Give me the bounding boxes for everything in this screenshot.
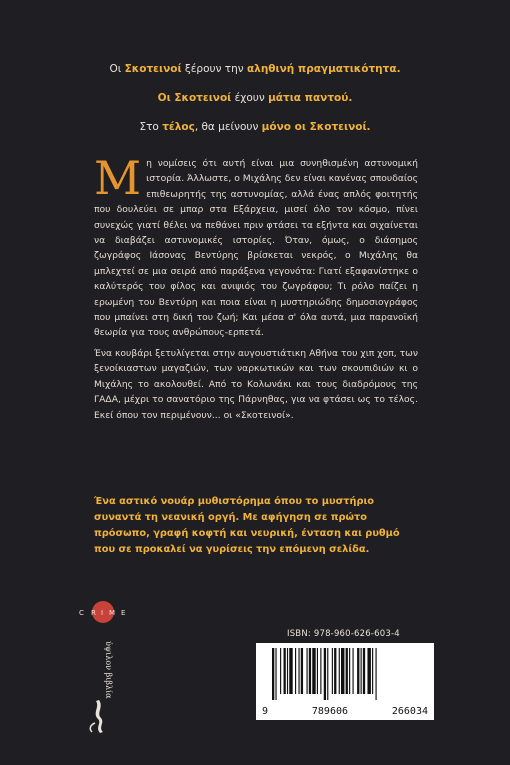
barcode-bar bbox=[367, 648, 370, 694]
barcode-bar bbox=[309, 648, 311, 694]
crime-letter: R bbox=[91, 609, 96, 617]
isbn-label: ISBN: 978-960-626-603-4 bbox=[287, 629, 400, 639]
synopsis-paragraph-2: Ένα κουβάρι ξετυλίγεται στην αυγουστιάτικη Αθήνα του χιπ χοπ, των ξενοίκιαστων μαγαζιών, των ναρκωτικών και των σκουπιδιών κι ο Μιχάλης το ακολουθεί. Από το Κολωνάκι και τους διαδρόμους της ΓΑΔΑ, μέχρι το σανατόριο της Πάρνηθας, για να φτάσει ως το τέλος. Εκεί όπου τον περιμένουν... οι «Σκοτεινοί». bbox=[94, 347, 418, 421]
barcode-bar bbox=[357, 648, 359, 694]
barcode-bar bbox=[372, 648, 373, 694]
barcode-bar bbox=[332, 648, 333, 694]
crime-letter: C bbox=[79, 609, 84, 617]
barcode-bar bbox=[298, 648, 299, 694]
barcode-bar bbox=[339, 648, 340, 694]
barcode-bar bbox=[307, 648, 308, 694]
barcode-bar bbox=[317, 648, 318, 694]
barcode-bar bbox=[334, 648, 336, 694]
barcode-bar bbox=[287, 648, 288, 694]
barcode-bar bbox=[320, 648, 321, 694]
crime-letter: I bbox=[101, 609, 104, 617]
barcode-bar bbox=[272, 648, 274, 700]
taglines bbox=[0, 62, 510, 149]
barcode-bar bbox=[363, 648, 365, 694]
barcode-bar bbox=[301, 648, 303, 694]
barcode-bar bbox=[324, 648, 326, 700]
tagline-2: Οι Σκοτεινοί έχουν μάτια παντού. bbox=[157, 92, 353, 104]
synopsis-paragraph-1: Μη νομίσεις ότι αυτή είναι μια συνηθισμένη αστυνομική ιστορία. Άλλωστε, ο Μιχάλης δεν είναι κανένας σπουδαίος επιθεωρητής της αστυνομίας, αλλά ένας απλός φοιτητής που δουλεύει σε μπαρ στα Εξάρχεια, μισεί όλο τον κόσμο, πίνει συνεχώς γιατί θέλει να πεθάνει πριν φτάσει τα εξήντα και σιχαίνεται να διαβάζει αστυνομικές ιστορίες. Όταν, όμως, ο διάσημος ζωγράφος Ιάσονας Βεντύρης βρίσκεται νεκρός, ο Μιχάλης θα μπλεχτεί σε μια σειρά από παράξενα γεγονότα: Γιατί εξαφανίστηκε ο καλύτερός του φίλος και ανιψιός του ζωγράφου; Τι ρόλο παίζει η ερωμένη του Βεντύρη και ποια είναι η μυστηριώδης δημοσιογράφος που μπαίνει στη δική του ζωή; Και μέσα σ' όλα αυτά, μια παρανοϊκή θεωρία για τους ανθρώπους-ερπετά. bbox=[94, 151, 418, 339]
barcode-bar bbox=[327, 648, 328, 700]
crime-series-logo bbox=[77, 599, 129, 625]
publisher-logo bbox=[86, 637, 116, 737]
tagline-3: Στο τέλος, θα μείνουν μόνο οι Σκοτεινοί. bbox=[139, 121, 371, 133]
blurb: Ένα αστικό νουάρ μυθιστόρημα όπου το μυστήριο συναντά τη νεανική οργή. Με αφήγηση σε πρώτο πρόσωπο, γραφή κοφτή και νευρική, ένταση και ρυθμό που σε προκαλεί να γυρίσεις την επόμενη σελίδα. bbox=[94, 496, 400, 555]
crime-letter: E bbox=[121, 609, 126, 617]
barcode-bar bbox=[289, 648, 292, 694]
barcode-bars bbox=[262, 648, 428, 700]
barcode-bar bbox=[284, 648, 286, 694]
barcode bbox=[256, 643, 434, 720]
barcode-bar bbox=[295, 648, 296, 694]
barcode-bar bbox=[353, 648, 354, 694]
barcode-bar bbox=[346, 648, 348, 694]
drop-cap: Μ bbox=[94, 151, 142, 205]
barcode-digits: 9 789606 266034 bbox=[262, 706, 428, 717]
barcode-bar bbox=[341, 648, 344, 694]
barcode-bar bbox=[349, 648, 350, 694]
crime-letter: M bbox=[109, 609, 116, 617]
publisher-name: ύψιλον βιβλία bbox=[104, 641, 113, 699]
barcode-bar bbox=[280, 648, 281, 694]
barcode-bar bbox=[312, 648, 315, 694]
tagline-1: Οι Σκοτεινοί ξέρουν την αληθινή πραγματικότητα. bbox=[109, 63, 401, 75]
barcode-bar bbox=[275, 648, 276, 700]
synopsis bbox=[94, 151, 418, 428]
barcode-bar bbox=[361, 648, 362, 694]
barcode-bar bbox=[376, 648, 377, 700]
